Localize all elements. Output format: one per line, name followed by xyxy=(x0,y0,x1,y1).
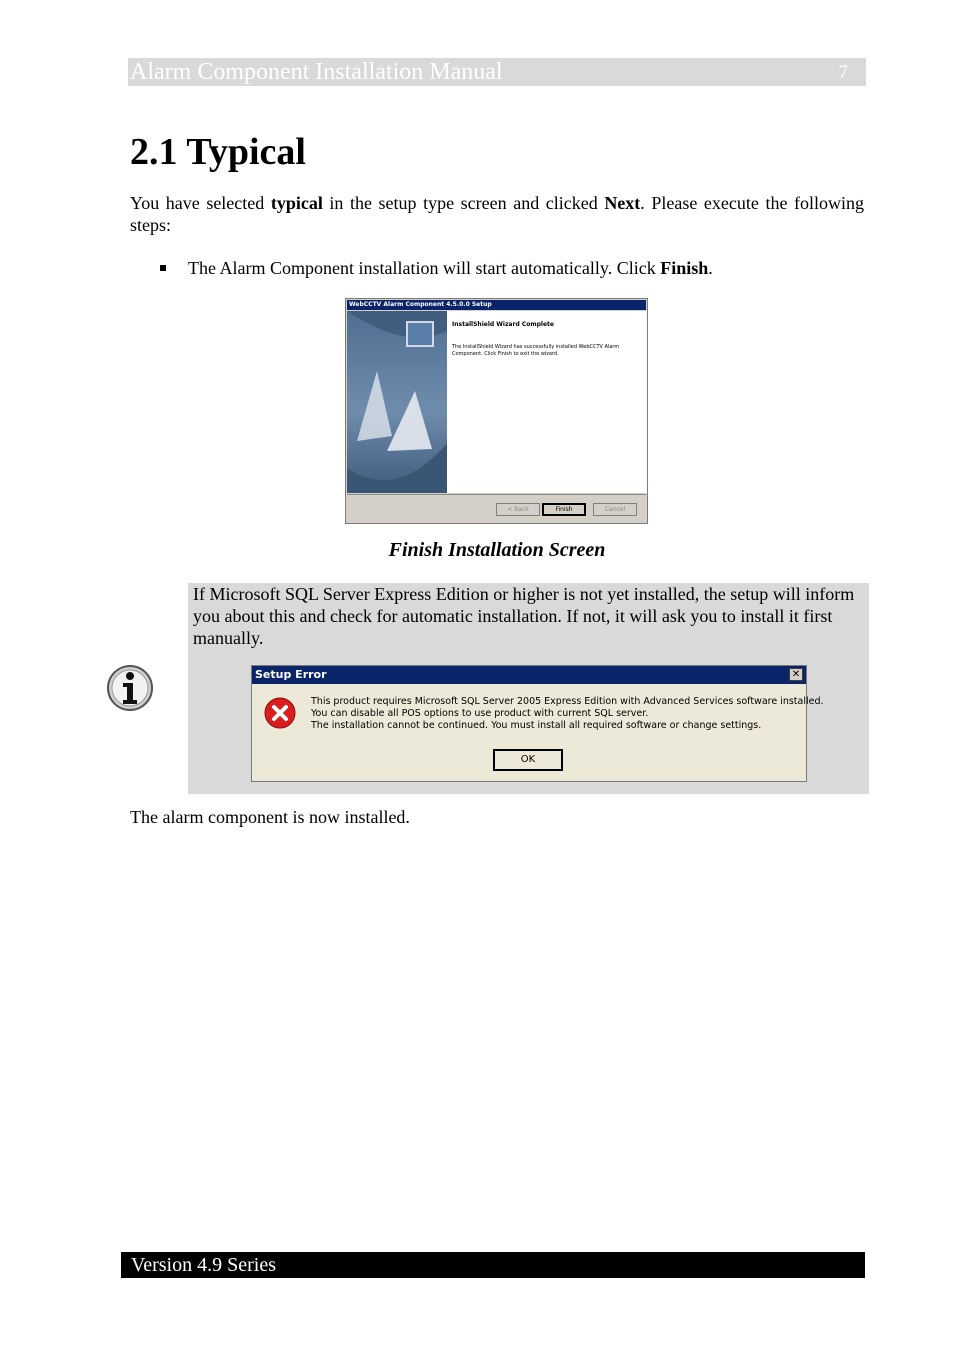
intro-text-1: You have selected xyxy=(130,193,271,213)
close-icon: ✕ xyxy=(791,669,801,680)
back-button[interactable]: < Back xyxy=(496,503,540,516)
cancel-button[interactable]: Cancel xyxy=(593,503,637,516)
intro-bold-typical: typical xyxy=(270,193,323,213)
setup-error-dialog xyxy=(251,665,824,782)
bullet-text xyxy=(188,256,713,280)
header-title: Alarm Component Installation Manual xyxy=(130,59,503,85)
finish-button[interactable]: Finish xyxy=(542,503,586,516)
close-button[interactable] xyxy=(789,668,803,681)
error-message xyxy=(311,696,824,732)
closing-paragraph: The alarm component is now installed. xyxy=(130,807,410,827)
page-header xyxy=(128,58,866,86)
intro-bold-next: Next xyxy=(604,193,641,213)
info-icon xyxy=(106,664,154,712)
ok-button[interactable]: OK xyxy=(493,749,563,771)
error-dialog-titlebar: Setup Error xyxy=(252,666,806,684)
intro-text-3: . Please execute the following steps: xyxy=(130,193,865,235)
wizard-heading: InstallShield Wizard Complete xyxy=(452,321,554,328)
note-box xyxy=(188,583,869,794)
wizard-titlebar: WebCCTV Alarm Component 4.5.0.0 Setup xyxy=(347,300,646,310)
wizard-screenshot xyxy=(345,298,648,524)
page-number: 7 xyxy=(838,62,848,83)
error-line-3: The installation cannot be continued. You must install all required software or change settings. xyxy=(311,720,762,731)
section-title: 2.1 Typical xyxy=(130,131,306,173)
wizard-content-panel xyxy=(447,311,647,493)
bullet-bold-finish: Finish xyxy=(660,258,709,278)
error-line-1: This product requires Microsoft SQL Server 2005 Express Edition with Advanced Services software installed. xyxy=(311,696,824,707)
bullet-text-main: The Alarm Component installation will start automatically. Click xyxy=(188,258,661,278)
wizard-body: The InstallShield Wizard has successfully installed WebCCTV Alarm Component. Click Finish to exit the wizard. xyxy=(452,344,620,357)
bullet-item xyxy=(130,256,864,280)
bullet-square-icon xyxy=(160,265,166,271)
intro-paragraph xyxy=(130,192,864,236)
footer-text: Version 4.9 Series xyxy=(131,1254,276,1276)
error-line-2: You can disable all POS options to use product with current SQL server. xyxy=(311,708,649,719)
installer-icon xyxy=(406,321,434,347)
wizard-divider xyxy=(347,494,646,495)
intro-text-2: in the setup type screen and clicked xyxy=(322,193,605,213)
figure-caption: Finish Installation Screen xyxy=(388,539,606,561)
page-footer xyxy=(121,1252,865,1278)
error-icon xyxy=(264,697,296,729)
bullet-text-end: . xyxy=(708,258,713,278)
note-text: If Microsoft SQL Server Express Edition or higher is not yet installed, the setup will inform you about this and check for automatic installation. If not, it will ask you to install it first manually. xyxy=(193,584,855,648)
